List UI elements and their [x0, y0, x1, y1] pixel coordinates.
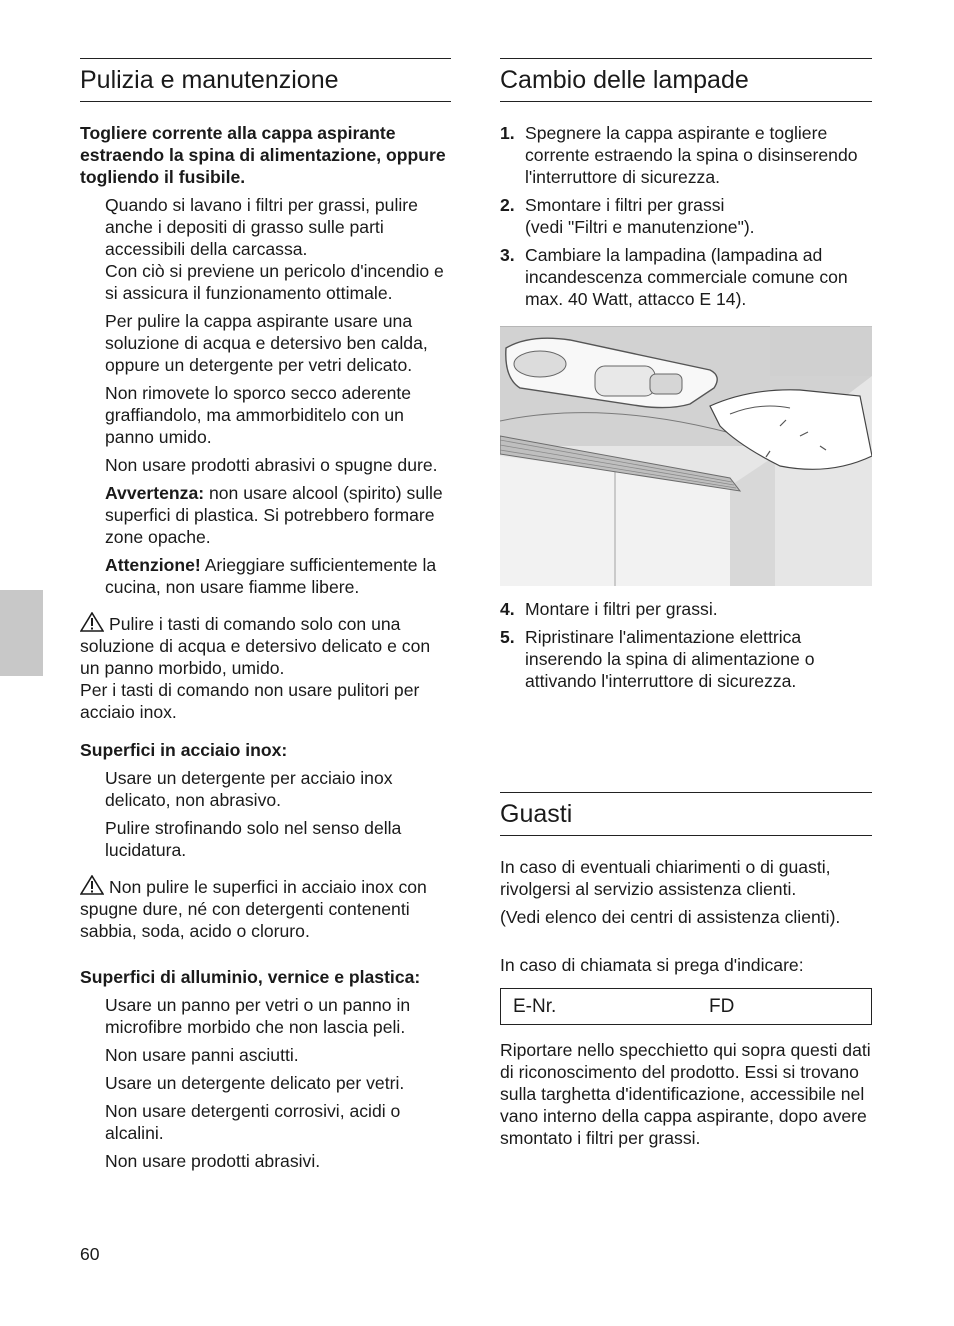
- right-column: [500, 58, 872, 1149]
- step-number: 4.: [500, 599, 515, 619]
- step-text: Montare i filtri per grassi.: [525, 599, 718, 619]
- side-tab-marker: [0, 590, 43, 676]
- cleaning-paragraph-6: [80, 554, 451, 598]
- lamp-steps-list-b: [500, 598, 872, 692]
- step-text: Spegnere la cappa aspirante e togliere corrente estraendo la spina o disinserendo l'interruttore di sicurezza.: [525, 123, 858, 187]
- warning-block-inox: [80, 875, 451, 942]
- warning-block-controls: [80, 612, 451, 723]
- warning-triangle-icon: [80, 612, 104, 632]
- step-number: 1.: [500, 123, 515, 143]
- lamp-step-3: [500, 244, 872, 310]
- step-number: 5.: [500, 627, 515, 647]
- lamp-step-2: [500, 194, 872, 238]
- lamp-replacement-illustration: [500, 326, 872, 586]
- alu-paragraph-5: Non usare prodotti abrasivi.: [105, 1151, 321, 1171]
- cleaning-paragraph-2: Per pulire la cappa aspirante usare una soluzione di acqua e detersivo ben calda, oppure un detergente per vetri delicato.: [105, 311, 428, 375]
- avvertenza-label: Avvertenza:: [105, 483, 205, 503]
- section-heading-faults: Guasti: [500, 792, 872, 836]
- step-number: 3.: [500, 245, 515, 265]
- attenzione-text: Arieggiare sufficientemente la cucina, non usare fiamme libere.: [105, 555, 437, 597]
- warning-triangle-icon: [80, 875, 104, 895]
- faults-paragraph-4: Riportare nello specchietto qui sopra questi dati di riconoscimento del prodotto. Essi si trovano sulla targhetta d'identificazione, accessibile nel vano interno della cappa aspirante, dopo avere smontato i filtri per grassi.: [500, 1040, 871, 1148]
- alu-heading: Superfici di alluminio, vernice e plastica:: [80, 967, 421, 987]
- alu-paragraph-2: Non usare panni asciutti.: [105, 1045, 299, 1065]
- section-heading-cleaning: Pulizia e manutenzione: [80, 58, 451, 102]
- fd-label: FD: [709, 996, 735, 1017]
- warning-controls-text-2: Per i tasti di comando non usare pulitori per acciaio inox.: [80, 680, 420, 722]
- inox-paragraph-2: Pulire strofinando solo nel senso della lucidatura.: [105, 818, 402, 860]
- cleaning-p1-text: Quando si lavano i filtri per grassi, pulire anche i depositi di grasso sulle parti accessibili della carcassa.: [105, 195, 418, 259]
- alu-paragraph-4: Non usare detergenti corrosivi, acidi o alcalini.: [105, 1101, 401, 1143]
- alu-paragraph-1: Usare un panno per vetri o un panno in microfibre morbido che non lascia peli.: [105, 995, 411, 1037]
- section-heading-lamps: Cambio delle lampade: [500, 58, 872, 102]
- warning-inox-text: Non pulire le superfici in acciaio inox con spugne dure, né con detergenti contenenti sabbia, soda, acido o cloruro.: [80, 877, 427, 941]
- cleaning-p1b-text: Con ciò si previene un pericolo d'incendio e si assicura il funzionamento ottimale.: [105, 261, 444, 303]
- cleaning-paragraph-3: Non rimovete lo sporco secco aderente graffiandolo, ma ammorbiditelo con un panno umido.: [105, 383, 412, 447]
- page-number: 60: [80, 1244, 100, 1264]
- lamp-steps-list-a: [500, 122, 872, 310]
- cleaning-paragraph-4: Non usare prodotti abrasivi o spugne dure.: [105, 455, 438, 475]
- attenzione-label: Attenzione!: [105, 555, 201, 575]
- inox-paragraph-1: Usare un detergente per acciaio inox delicato, non abrasivo.: [105, 768, 393, 810]
- warning-controls-text: Pulire i tasti di comando solo con una soluzione di acqua e detersivo delicato e con un panno morbido, umido.: [80, 614, 431, 678]
- cleaning-paragraph-5: [80, 482, 451, 548]
- alu-paragraph-3: Usare un detergente delicato per vetri.: [105, 1073, 405, 1093]
- step-number: 2.: [500, 195, 515, 215]
- product-id-box: [500, 988, 872, 1025]
- lamp-step-5: [500, 626, 872, 692]
- faults-paragraph-2: (Vedi elenco dei centri di assistenza clienti).: [500, 907, 841, 927]
- cleaning-paragraph-1: [80, 194, 451, 304]
- enr-label: E-Nr.: [513, 996, 557, 1017]
- lamp-step-1: [500, 122, 872, 188]
- step-text: Cambiare la lampadina (lampadina ad incandescenza commerciale comune con max. 40 Watt, attacco E 14).: [525, 245, 848, 309]
- avvertenza-text: non usare alcool (spirito) sulle superfici di plastica. Si potrebbero formare zone opache.: [105, 483, 443, 547]
- lamp-step-4: [500, 598, 872, 620]
- faults-paragraph-3: In caso di chiamata si prega d'indicare:: [500, 955, 804, 975]
- faults-paragraph-1: In caso di eventuali chiarimenti o di guasti, rivolgersi al servizio assistenza clienti.: [500, 857, 831, 899]
- step-text: Smontare i filtri per grassi: [525, 195, 725, 215]
- left-column: [80, 58, 451, 1172]
- step-text-line2: (vedi "Filtri e manutenzione").: [525, 217, 755, 237]
- intro-warning-text: Togliere corrente alla cappa aspirante estraendo la spina di alimentazione, oppure togliendo il fusibile.: [80, 123, 446, 187]
- inox-heading: Superfici in acciaio inox:: [80, 740, 288, 760]
- step-text: Ripristinare l'alimentazione elettrica inserendo la spina di alimentazione o attivando l'interruttore di sicurezza.: [525, 627, 815, 691]
